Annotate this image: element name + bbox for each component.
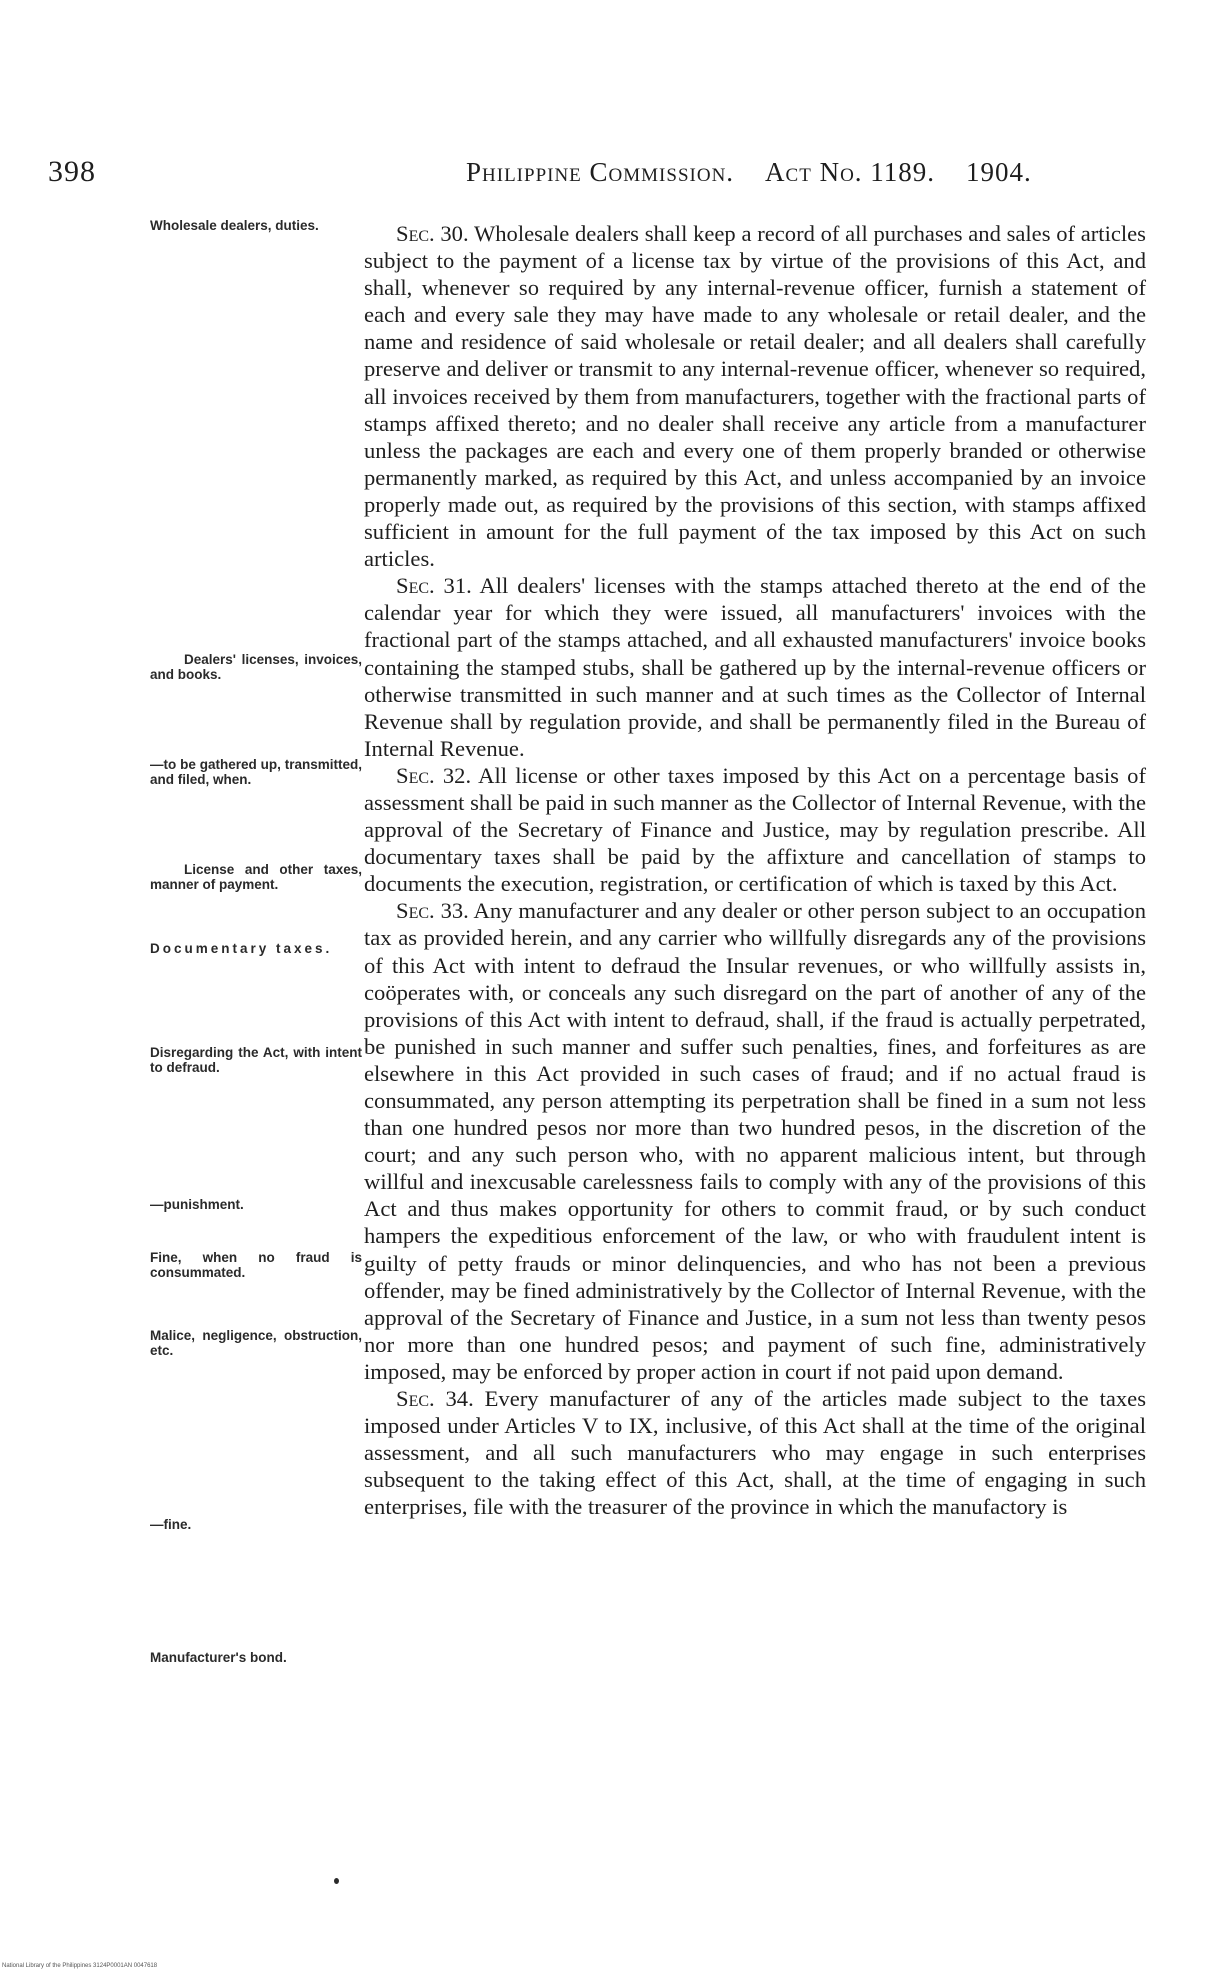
margin-note-fine-no-fraud: Fine, when no fraud is consummated. — [150, 1250, 362, 1280]
section-label: Sec. 32. — [396, 762, 472, 788]
page-number: 398 — [48, 155, 96, 188]
section-34 — [364, 1385, 1146, 1520]
section-32 — [364, 762, 1146, 897]
section-label: Sec. 31. — [396, 573, 472, 599]
margin-note-fine: —fine. — [150, 1517, 192, 1532]
ink-mark — [334, 1878, 339, 1884]
main-text — [364, 220, 1146, 1521]
footer-credit: National Library of the Philippines 3124P0001AN 0047618 — [2, 1963, 158, 1969]
section-31 — [364, 572, 1146, 762]
section-30 — [364, 220, 1146, 572]
running-head-act: Act No. 1189. — [765, 157, 936, 187]
margin-note-malice: Malice, negligence, obstruction, etc. — [150, 1328, 362, 1358]
margin-note-documentary-taxes: Documentary taxes. — [150, 941, 333, 956]
margin-note-license-taxes: License and other taxes, manner of payment. — [150, 862, 362, 892]
section-text: Every manufacturer of any of the articles made subject to the taxes imposed under Articles V to IX, inclusive, of this Act shall at the time of the original assessment, and all such manufacturers who may engage in such enterprises subsequent to the taking effect of this Act, shall, at the time of engaging in such enterprises, file with the treasurer of the province in which the manufactory is — [364, 1386, 1146, 1520]
running-head-commission: Philippine Commission. — [466, 157, 735, 187]
section-33 — [364, 897, 1146, 1385]
section-label: Sec. 34. — [396, 1386, 474, 1412]
margin-note-punishment: —punishment. — [150, 1197, 244, 1212]
margin-note-manufacturers-bond: Manufacturer's bond. — [150, 1650, 287, 1665]
margin-note-disregarding-act: Disregarding the Act, with intent to defraud. — [150, 1045, 362, 1075]
section-text: All dealers' licenses with the stamps attached thereto at the end of the calendar year for which they were issued, all manufacturers' invoices with the fractional part of the stamps attached, and all exhausted manufacturers' invoice books containing the stamped stubs, shall be gathered up by the internal-revenue officers or otherwise transmitted in such manner and at such times as the Collector of Internal Revenue shall by regulation provide, and shall be permanently filed in the Bureau of Internal Revenue. — [364, 573, 1146, 761]
running-head — [466, 157, 1032, 188]
section-label: Sec. 33. — [396, 898, 469, 924]
margin-note-wholesale-dealers: Wholesale dealers, duties. — [150, 218, 319, 233]
margin-note-dealers-licenses: Dealers' licenses, invoices, and books. — [150, 652, 362, 682]
section-label: Sec. 30. — [396, 221, 469, 246]
section-text: Wholesale dealers shall keep a record of all purchases and sales of articles subject to the payment of a license tax by virtue of the provisions of this Act, and shall, whenever so required by any internal-revenue officer, furnish a statement of each and every sale they may have made to any wholesale or retail dealer, and the name and residence of said wholesale or retail dealer; and all dealers shall carefully preserve and deliver or transmit to any internal-revenue officer, whenever so required, all invoices received by them from manufacturers, together with the fractional parts of stamps affixed thereto; and no dealer shall receive any article from a manufacturer unless the packages are each and every one of them properly branded or otherwise permanently marked, as required by this Act, and unless accompanied by an invoice properly made out, as required by the provisions of this section, with stamps affixed sufficient in amount for the full payment of the tax imposed by this Act on such articles. — [364, 221, 1146, 572]
margin-note-gathered-up: —to be gathered up, transmitted, and filed, when. — [150, 757, 362, 787]
section-text: Any manufacturer and any dealer or other person subject to an occupation tax as provided herein, and any carrier who willfully disregards any of the provisions of this Act with intent to defraud the Insular revenues, or who willfully assists in, coöperates with, or conceals any such disregard on the part of another of any of the provisions of this Act with intent to defraud, shall, if the fraud is actually perpetrated, be punished in such manner and suffer such penalties, fines, and forfeitures as are elsewhere in this Act provided in such cases of fraud; and if no actual fraud is consummated, any person attempting its perpetration shall be fined in a sum not less than one hundred pesos nor more than two hundred pesos, in the discretion of the court; and any such person who, with no apparent malicious intent, but through willful and inexcusable carelessness fails to comply with any of the provisions of this Act and thus makes opportunity for others to commit fraud, or by such conduct hampers the expeditious enforcement of the law, or who with fraudulent intent is guilty of petty frauds or minor delinquencies, and who has not been a previous offender, may be fined administratively by the Collector of Internal Revenue, with the approval of the Secretary of Finance and Justice, in a sum not less than twenty pesos nor more than one hundred pesos; and payment of such fine, administratively imposed, may be enforced by proper action in court if not paid upon demand. — [364, 898, 1146, 1384]
running-head-year: 1904. — [966, 157, 1032, 187]
section-text: All license or other taxes imposed by this Act on a percentage basis of assessment shall be paid in such manner as the Collector of Internal Revenue, with the approval of the Secretary of Finance and Justice, may by regulation prescribe. All documentary taxes shall be paid by the affixture and cancellation of stamps to documents the execution, registration, or certification of which is taxed by this Act. — [364, 762, 1146, 897]
